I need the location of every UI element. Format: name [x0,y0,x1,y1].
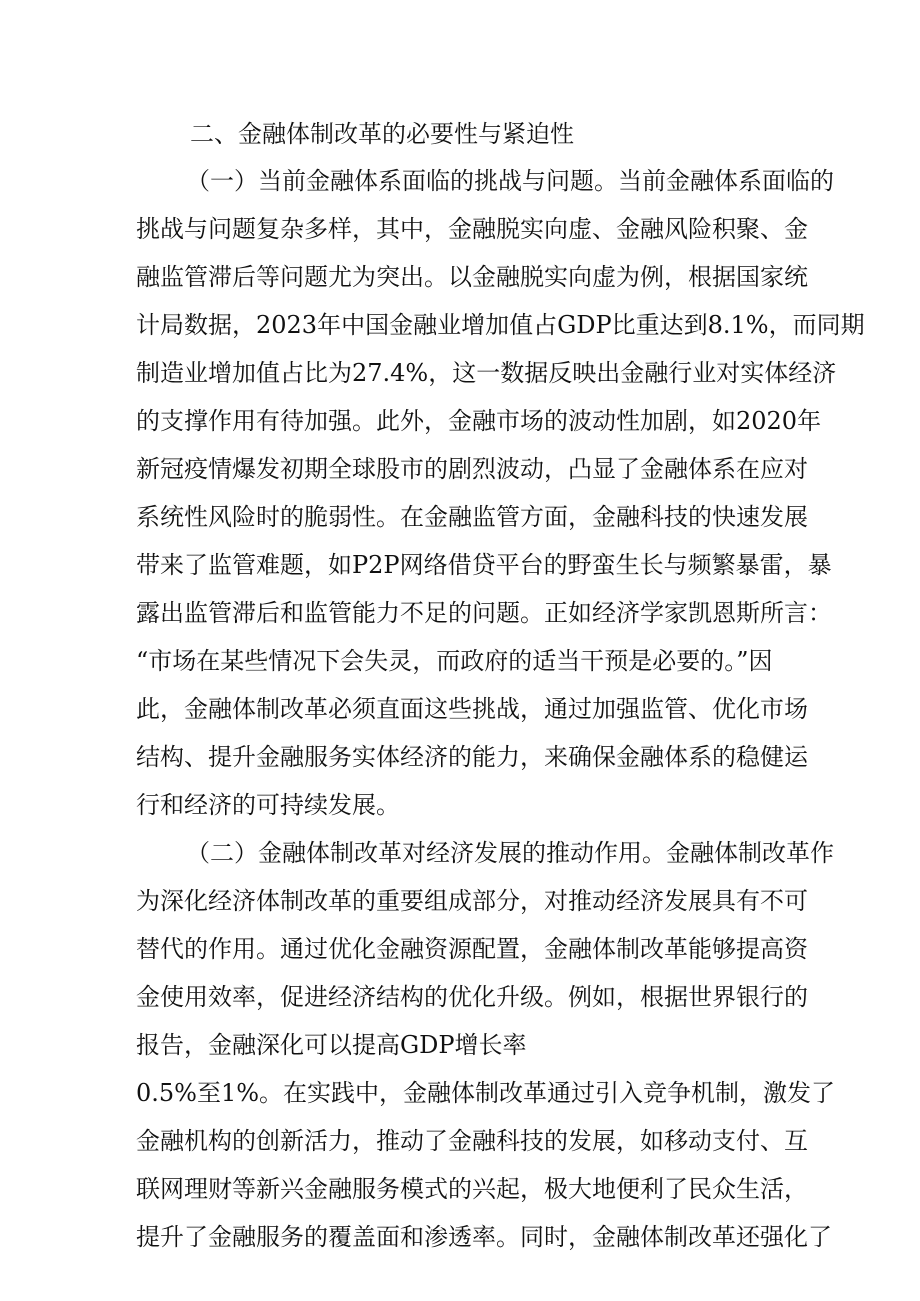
paragraph-1-line: 带来了监管难题，如P2P网络借贷平台的野蛮生长与频繁暴雷，暴 [136,551,832,579]
paragraph-2-line: 金使用效率，促进经济结构的优化升级。例如，根据世界银行的 [136,983,808,1011]
paragraph-2-line: 报告，金融深化可以提高GDP增长率 [136,1031,527,1059]
paragraph-1-line: 系统性风险时的脆弱性。在金融监管方面，金融科技的快速发展 [136,503,808,531]
paragraph-2-line: 联网理财等新兴金融服务模式的兴起，极大地便利了民众生活， [136,1175,808,1203]
paragraph-1-line: 露出监管滞后和监管能力不足的问题。正如经济学家凯恩斯所言： [136,599,832,627]
paragraph-1-line: 此，金融体制改革必须直面这些挑战，通过加强监管、优化市场 [136,695,808,723]
paragraph-2-line: 提升了金融服务的覆盖面和渗透率。同时，金融体制改革还强化了 [136,1223,832,1251]
paragraph-2-line: 0.5%至1%。在实践中，金融体制改革通过引入竞争机制，激发了 [136,1079,836,1107]
paragraph-2-line: 替代的作用。通过优化金融资源配置，金融体制改革能够提高资 [136,935,808,963]
paragraph-1-line: 计局数据，2023年中国金融业增加值占GDP比重达到8.1%，而同期 [136,311,865,339]
paragraph-1-line: 行和经济的可持续发展。 [136,791,400,819]
quote-line: “市场在某些情况下会失灵，而政府的适当干预是必要的。”因 [136,647,773,675]
paragraph-1-line: 制造业增加值占比为27.4%，这一数据反映出金融行业对实体经济 [136,359,837,387]
paragraph-1-line: 挑战与问题复杂多样，其中，金融脱实向虚、金融风险积聚、金 [136,215,808,243]
section-heading: 二、金融体制改革的必要性与紧迫性 [190,120,574,148]
paragraph-1-line: 新冠疫情爆发初期全球股市的剧烈波动，凸显了金融体系在应对 [136,455,808,483]
paragraph-1-line: 融监管滞后等问题尤为突出。以金融脱实向虚为例，根据国家统 [136,263,808,291]
paragraph-1-line: 结构、提升金融服务实体经济的能力，来确保金融体系的稳健运 [136,743,808,771]
paragraph-1-line: 的支撑作用有待加强。此外，金融市场的波动性加剧，如2020年 [136,407,822,435]
paragraph-2-line: （二）金融体制改革对经济发展的推动作用。金融体制改革作 [186,839,834,867]
paragraph-2-line: 为深化经济体制改革的重要组成部分，对推动经济发展具有不可 [136,887,808,915]
paragraph-2-line: 金融机构的创新活力，推动了金融科技的发展，如移动支付、互 [136,1127,808,1155]
paragraph-1-line: （一）当前金融体系面临的挑战与问题。当前金融体系面临的 [186,167,834,195]
